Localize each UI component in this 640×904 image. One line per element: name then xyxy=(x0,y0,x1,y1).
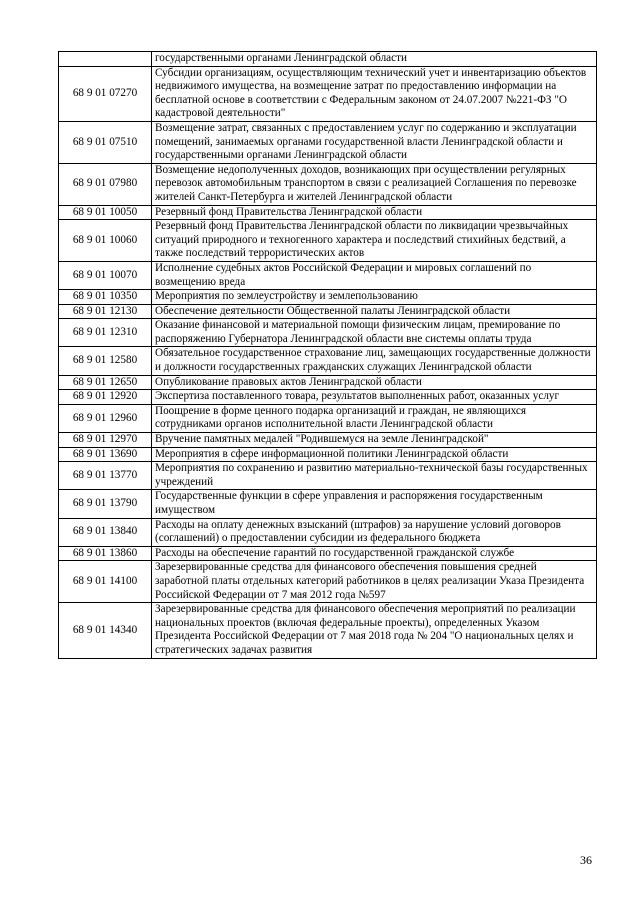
table-body xyxy=(59,52,597,659)
budget-code-cell: 68 9 01 07510 xyxy=(59,121,152,163)
table-row xyxy=(59,121,597,163)
budget-code-cell: 68 9 01 14100 xyxy=(59,561,152,603)
page-number: 36 xyxy=(580,853,592,867)
budget-code-cell: 68 9 01 07270 xyxy=(59,66,152,121)
description-cell: Резервный фонд Правительства Ленинградской области xyxy=(152,205,597,220)
budget-code-cell: 68 9 01 10070 xyxy=(59,261,152,289)
budget-code-cell: 68 9 01 10060 xyxy=(59,220,152,262)
description-cell: Мероприятия по сохранению и развитию материально-технической базы государственных учреждений xyxy=(152,462,597,490)
table-row xyxy=(59,205,597,220)
budget-code-cell: 68 9 01 12920 xyxy=(59,390,152,405)
description-cell: государственными органами Ленинградской области xyxy=(152,52,597,67)
budget-code-cell: 68 9 01 10050 xyxy=(59,205,152,220)
table-row xyxy=(59,375,597,390)
table-row xyxy=(59,404,597,432)
budget-code-cell: 68 9 01 13790 xyxy=(59,490,152,518)
description-cell: Опубликование правовых актов Ленинградской области xyxy=(152,375,597,390)
description-cell: Зарезервированные средства для финансового обеспечения повышения средней заработной платы отдельных категорий работников в целях реализации Указа Президента Российской Федерации от 7 мая 2012 года №597 xyxy=(152,561,597,603)
description-cell: Мероприятия по землеустройству и землепользованию xyxy=(152,290,597,305)
description-cell: Государственные функции в сфере управления и распоряжения государственным имуществом xyxy=(152,490,597,518)
description-cell: Возмещение недополученных доходов, возникающих при осуществлении регулярных перевозок автомобильным транспортом в связи с реализацией Соглашения по перевозке жителей Санкт-Петербурга и жителей Ленинградской области xyxy=(152,163,597,205)
budget-code-cell: 68 9 01 13770 xyxy=(59,462,152,490)
table-row xyxy=(59,546,597,561)
description-cell: Мероприятия в сфере информационной политики Ленинградской области xyxy=(152,447,597,462)
budget-code-cell: 68 9 01 12970 xyxy=(59,433,152,448)
budget-code-cell: 68 9 01 13690 xyxy=(59,447,152,462)
table-row xyxy=(59,347,597,375)
description-cell: Исполнение судебных актов Российской Федерации и мировых соглашений по возмещению вреда xyxy=(152,261,597,289)
description-cell: Зарезервированные средства для финансового обеспечения мероприятий по реализации национальных проектов (включая федеральные проекты), определенных Указом Президента Российской Федерации от 7 мая 2018 года № 204 "О национальных целях и стратегических задачах развития xyxy=(152,603,597,658)
budget-code-cell: 68 9 01 14340 xyxy=(59,603,152,658)
table-row xyxy=(59,52,597,67)
budget-code-cell: 68 9 01 12130 xyxy=(59,304,152,319)
table-row xyxy=(59,561,597,603)
description-cell: Резервный фонд Правительства Ленинградской области по ликвидации чрезвычайных ситуаций природного и техногенного характера и последствий стихийных бедствий, а также последствий террористических актов xyxy=(152,220,597,262)
table-row xyxy=(59,220,597,262)
budget-code-cell: 68 9 01 12960 xyxy=(59,404,152,432)
budget-code-cell: 68 9 01 12310 xyxy=(59,319,152,347)
budget-code-cell: 68 9 01 13840 xyxy=(59,518,152,546)
description-cell: Субсидии организациям, осуществляющим технический учет и инвентаризацию объектов недвижимого имущества, на возмещение затрат по предоставлению информации на бесплатной основе в соответствии с Федеральным законом от 24.07.2007 №221-ФЗ "О кадастровой деятельности" xyxy=(152,66,597,121)
table-row xyxy=(59,163,597,205)
budget-code-cell: 68 9 01 13860 xyxy=(59,546,152,561)
table-row xyxy=(59,261,597,289)
description-cell: Вручение памятных медалей "Родившемуся на земле Ленинградской" xyxy=(152,433,597,448)
budget-code-cell: 68 9 01 12650 xyxy=(59,375,152,390)
description-cell: Оказание финансовой и материальной помощи физическим лицам, премирование по распоряжению Губернатора Ленинградской области вне системы оплаты труда xyxy=(152,319,597,347)
table-row xyxy=(59,390,597,405)
table-row xyxy=(59,433,597,448)
table-row xyxy=(59,603,597,658)
description-cell: Обязательное государственное страхование лиц, замещающих государственные должности и должности государственных гражданских служащих Ленинградской области xyxy=(152,347,597,375)
budget-codes-table xyxy=(58,51,597,659)
description-cell: Поощрение в форме ценного подарка организаций и граждан, не являющихся сотрудниками органов исполнительной власти Ленинградской области xyxy=(152,404,597,432)
table-row xyxy=(59,490,597,518)
table-row xyxy=(59,66,597,121)
budget-code-cell: 68 9 01 12580 xyxy=(59,347,152,375)
budget-code-cell xyxy=(59,52,152,67)
description-cell: Экспертиза поставленного товара, результатов выполненных работ, оказанных услуг xyxy=(152,390,597,405)
budget-code-cell: 68 9 01 10350 xyxy=(59,290,152,305)
table-row xyxy=(59,518,597,546)
table-row xyxy=(59,447,597,462)
description-cell: Расходы на обеспечение гарантий по государственной гражданской службе xyxy=(152,546,597,561)
table-row xyxy=(59,319,597,347)
description-cell: Обеспечение деятельности Общественной палаты Ленинградской области xyxy=(152,304,597,319)
table-row xyxy=(59,304,597,319)
description-cell: Возмещение затрат, связанных с предоставлением услуг по содержанию и эксплуатации помещений, занимаемых органами государственной власти Ленинградской области и государственными органами Ленинградской области xyxy=(152,121,597,163)
description-cell: Расходы на оплату денежных взысканий (штрафов) за нарушение условий договоров (соглашений) о предоставлении субсидии из федерального бюджета xyxy=(152,518,597,546)
budget-code-cell: 68 9 01 07980 xyxy=(59,163,152,205)
table-row xyxy=(59,290,597,305)
table-row xyxy=(59,462,597,490)
document-page xyxy=(58,51,597,659)
